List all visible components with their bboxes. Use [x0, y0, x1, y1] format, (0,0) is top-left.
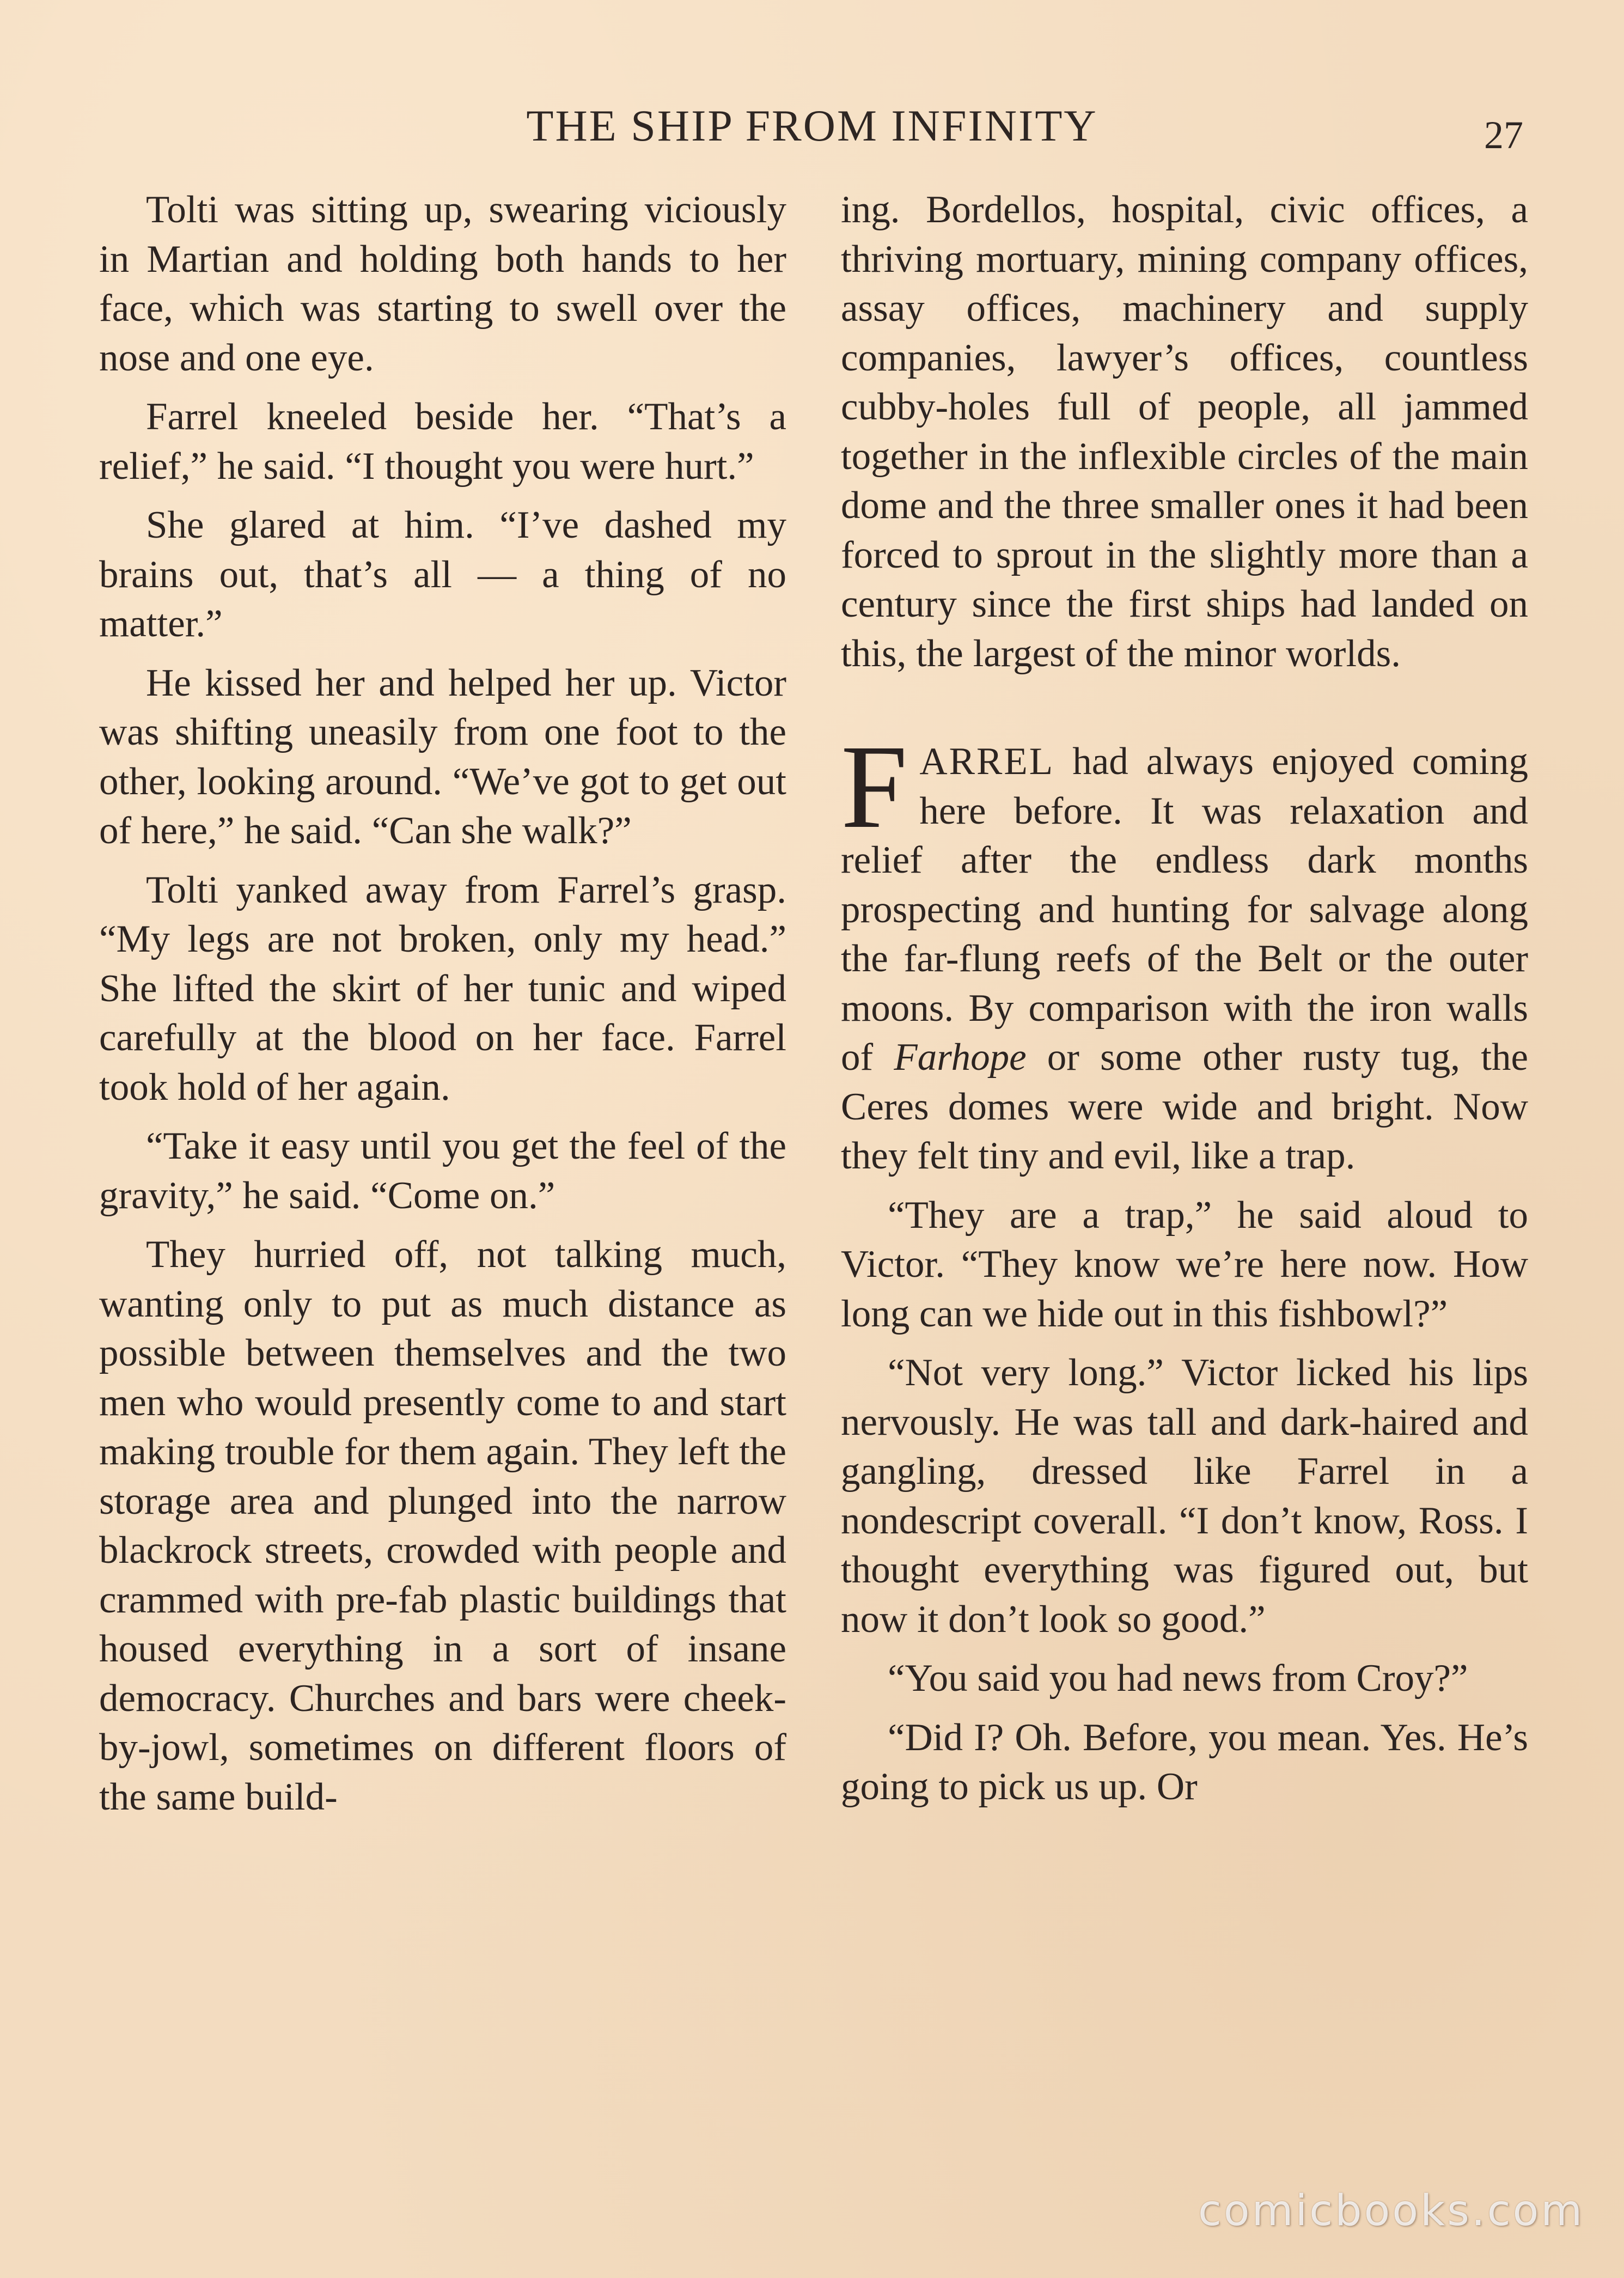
opening-text-end: or some other rusty tug, the Ceres domes were wide and bright. Now they felt tiny and evil, like a trap.	[841, 1036, 1528, 1177]
section-opening-paragraph	[841, 720, 1528, 1181]
section-break	[841, 688, 1528, 737]
page-number: 27	[1484, 113, 1523, 157]
paragraph: “They are a trap,” he said aloud to Victor. “They know we’re here now. How long can we hide out in this fishbowl?”	[841, 1193, 1528, 1335]
paragraph: “Did I? Oh. Before, you mean. Yes. He’s going to pick us up. Or	[841, 1716, 1528, 1808]
continued-paragraph: ing. Bordellos, hospital, civic offices, a thriving mortuary, mining company offices, assay offices, machinery and supply companies, lawyer’s offices, countless cubby-holes full of people, all jammed together in the inflexible circles of the main dome and the three smaller ones it had been forced to sprout in the slightly more than a century since the first ships had landed on this, the largest of the minor worlds.	[841, 188, 1528, 675]
paragraph: Farrel kneeled beside her. “That’s a relief,” he said. “I thought you were hurt.”	[99, 395, 786, 488]
left-column	[99, 185, 786, 1831]
drop-cap: F	[841, 720, 908, 853]
paragraph: They hurried off, not talking much, wanting only to put as much distance as possible between themselves and the two men who would presently come to and start making trouble for them again. They left the storage area and plunged into the narrow blackrock streets, crowded with people and crammed with pre-fab plastic buildings that housed everything in a sort of insane democracy. Churches and bars were cheek-by-jowl, sometimes on different floors of the same build-	[99, 1233, 786, 1818]
ship-name: Farhope	[894, 1036, 1027, 1079]
paragraph: Tolti yanked away from Farrel’s grasp. “My legs are not broken, only my head.” She lifted the skirt of her tunic and wiped carefully at the blood on her face. Farrel took hold of her again.	[99, 868, 786, 1108]
running-title: THE SHIP FROM INFINITY	[526, 101, 1098, 150]
opening-text: had always enjoyed coming here before. It was relaxation and relief after the endless dark months prospecting and hunting for salvage along the far-flung reefs of the Belt or the outer moons. By comparison with the iron walls of	[841, 740, 1528, 1079]
watermark-logo: comicbooks.com	[1198, 2186, 1585, 2236]
right-column	[841, 185, 1528, 1822]
paragraph: “Take it easy until you get the feel of the gravity,” he said. “Come on.”	[99, 1125, 786, 1217]
opening-small-caps: ARREL	[919, 740, 1055, 783]
paragraph: He kissed her and helped her up. Victor was shifting uneasily from one foot to the other, looking around. “We’ve got to get out of here,” he said. “Can she walk?”	[99, 661, 786, 852]
paragraph: She glared at him. “I’ve dashed my brains out, that’s all — a thing of no matter.”	[99, 504, 786, 645]
paragraph: “You said you had news from Croy?”	[888, 1657, 1468, 1700]
paragraph: “Not very long.” Victor licked his lips nervously. He was tall and dark-haired and gangling, dressed like Farrel in a nondescript coverall. “I don’t know, Ross. I thought everything was figured out, but now it don’t look so good.”	[841, 1351, 1528, 1641]
paragraph: Tolti was sitting up, swearing viciously in Martian and holding both hands to her face, which was starting to swell over the nose and one eye.	[99, 188, 786, 379]
